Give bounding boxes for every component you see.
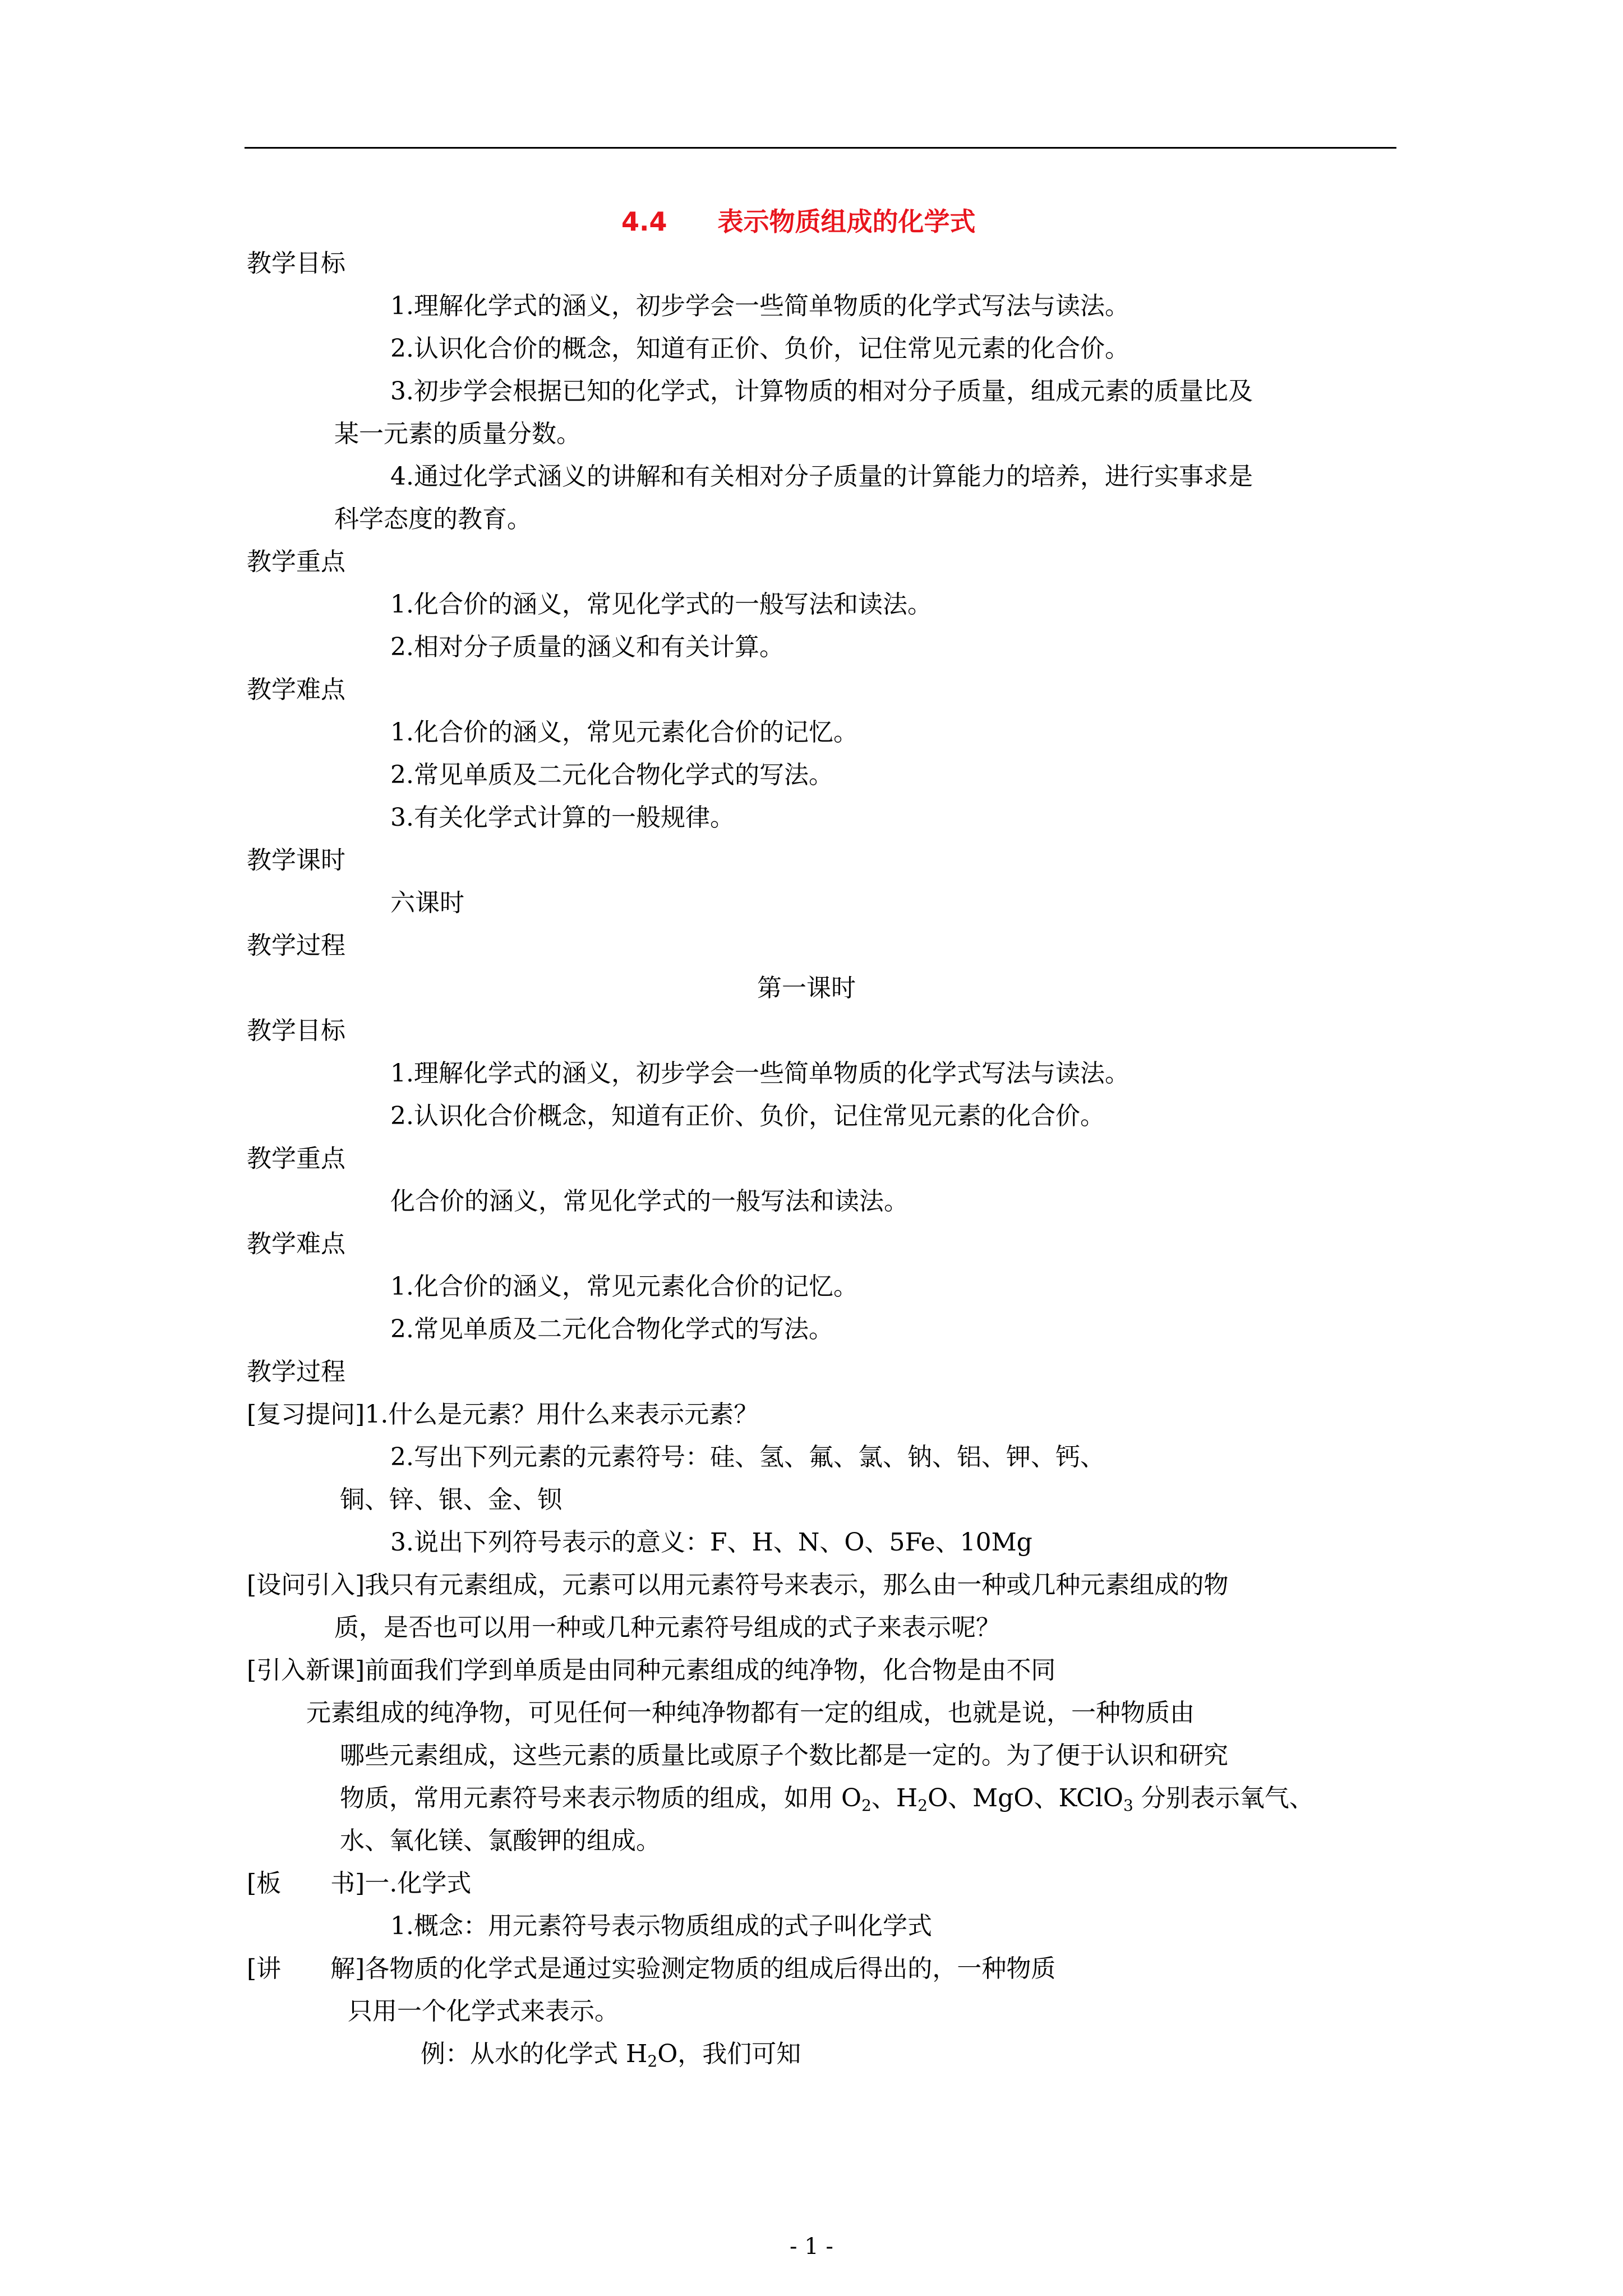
text-line: [引入新课]前面我们学到单质是由同种元素组成的纯净物，化合物是由不同 xyxy=(247,1656,1056,1685)
text-line: 水、氧化镁、氯酸钾的组成。 xyxy=(340,1826,661,1855)
text-line: [板 书]一.化学式 xyxy=(247,1869,472,1898)
text-line: 2.相对分子质量的涵义和有关计算。 xyxy=(390,633,784,661)
heading-difficulties: 教学难点 xyxy=(247,1230,345,1258)
text-line: 2.认识化合价的概念，知道有正价、负价，记住常见元素的化合价。 xyxy=(390,334,1129,363)
heading-objectives: 教学目标 xyxy=(247,1016,345,1045)
text-line: 4.通过化学式涵义的讲解和有关相对分子质量的计算能力的培养，进行实事求是 xyxy=(390,462,1253,491)
page-title xyxy=(621,202,976,241)
text-line: 2.写出下列元素的元素符号：硅、氢、氟、氯、钠、铝、钾、钙、 xyxy=(390,1443,1105,1471)
text-line: 某一元素的质量分数。 xyxy=(334,420,581,448)
text-line: 1.化合价的涵义，常见元素化合价的记忆。 xyxy=(390,718,858,747)
text-line: [讲 解]各物质的化学式是通过实验测定物质的组成后得出的，一种物质 xyxy=(247,1954,1056,1983)
section-number: 4.4 xyxy=(621,206,667,237)
text-line: 质，是否也可以用一种或几种元素符号组成的式子来表示呢？ xyxy=(334,1613,1000,1642)
heading-objectives: 教学目标 xyxy=(247,249,345,278)
heading-process: 教学过程 xyxy=(247,1358,345,1386)
text-line: 元素组成的纯净物，可见任何一种纯净物都有一定的组成，也就是说，一种物质由 xyxy=(306,1699,1195,1727)
text-line: 3.说出下列符号表示的意义：F、H、N、O、5Fe、10Mg xyxy=(390,1528,1032,1557)
text-line: 科学态度的教育。 xyxy=(334,505,532,533)
text-line: [设问引入]我只有元素组成，元素可以用元素符号来表示，那么由一种或几种元素组成的物 xyxy=(247,1571,1229,1599)
header-rule xyxy=(245,147,1396,149)
subheading-first-lesson: 第一课时 xyxy=(757,974,856,1002)
formula-line: 物质，常用元素符号来表示物质的组成，如用 $O_2$、$H_2O$、MgO、KClO$_3$ 分别表示氧气、 xyxy=(340,1784,1314,1815)
text-line: 3.初步学会根据已知的化学式，计算物质的相对分子质量，组成元素的质量比及 xyxy=(390,377,1253,406)
heading-difficulties: 教学难点 xyxy=(247,675,345,704)
heading-class-hours: 教学课时 xyxy=(247,846,345,875)
text-line: 1.理解化学式的涵义，初步学会一些简单物质的化学式写法与读法。 xyxy=(390,1059,1129,1088)
text-line: 哪些元素组成，这些元素的质量比或原子个数比都是一定的。为了便于认识和研究 xyxy=(340,1741,1228,1770)
text-line: 1.化合价的涵义，常见元素化合价的记忆。 xyxy=(390,1272,858,1301)
text-line: 只用一个化学式来表示。 xyxy=(348,1997,619,2026)
text-line: 1.化合价的涵义，常见化学式的一般写法和读法。 xyxy=(390,590,932,619)
text-line: 3.有关化学式计算的一般规律。 xyxy=(390,803,735,832)
heading-process: 教学过程 xyxy=(247,931,345,960)
text-line: 2.常见单质及二元化合物化学式的写法。 xyxy=(390,1315,833,1343)
example-line: 例：从水的化学式 $H_2O$，我们可知 xyxy=(421,2040,801,2070)
text-line: 六课时 xyxy=(390,889,464,917)
page-number: - 1 - xyxy=(790,2234,833,2260)
text-line: 1.理解化学式的涵义，初步学会一些简单物质的化学式写法与读法。 xyxy=(390,292,1129,320)
text-line: 化合价的涵义，常见化学式的一般写法和读法。 xyxy=(390,1187,909,1216)
heading-key-points: 教学重点 xyxy=(247,1144,345,1173)
text-line: [复习提问]1.什么是元素？用什么来表示元素？ xyxy=(247,1400,759,1429)
heading-key-points: 教学重点 xyxy=(247,547,345,576)
section-title: 表示物质组成的化学式 xyxy=(717,206,976,237)
text-line: 2.常见单质及二元化合物化学式的写法。 xyxy=(390,761,833,789)
text-line: 铜、锌、银、金、钡 xyxy=(340,1485,562,1514)
text-line: 2.认识化合价概念，知道有正价、负价，记住常见元素的化合价。 xyxy=(390,1102,1105,1130)
text-line: 1.概念：用元素符号表示物质组成的式子叫化学式 xyxy=(390,1912,932,1940)
